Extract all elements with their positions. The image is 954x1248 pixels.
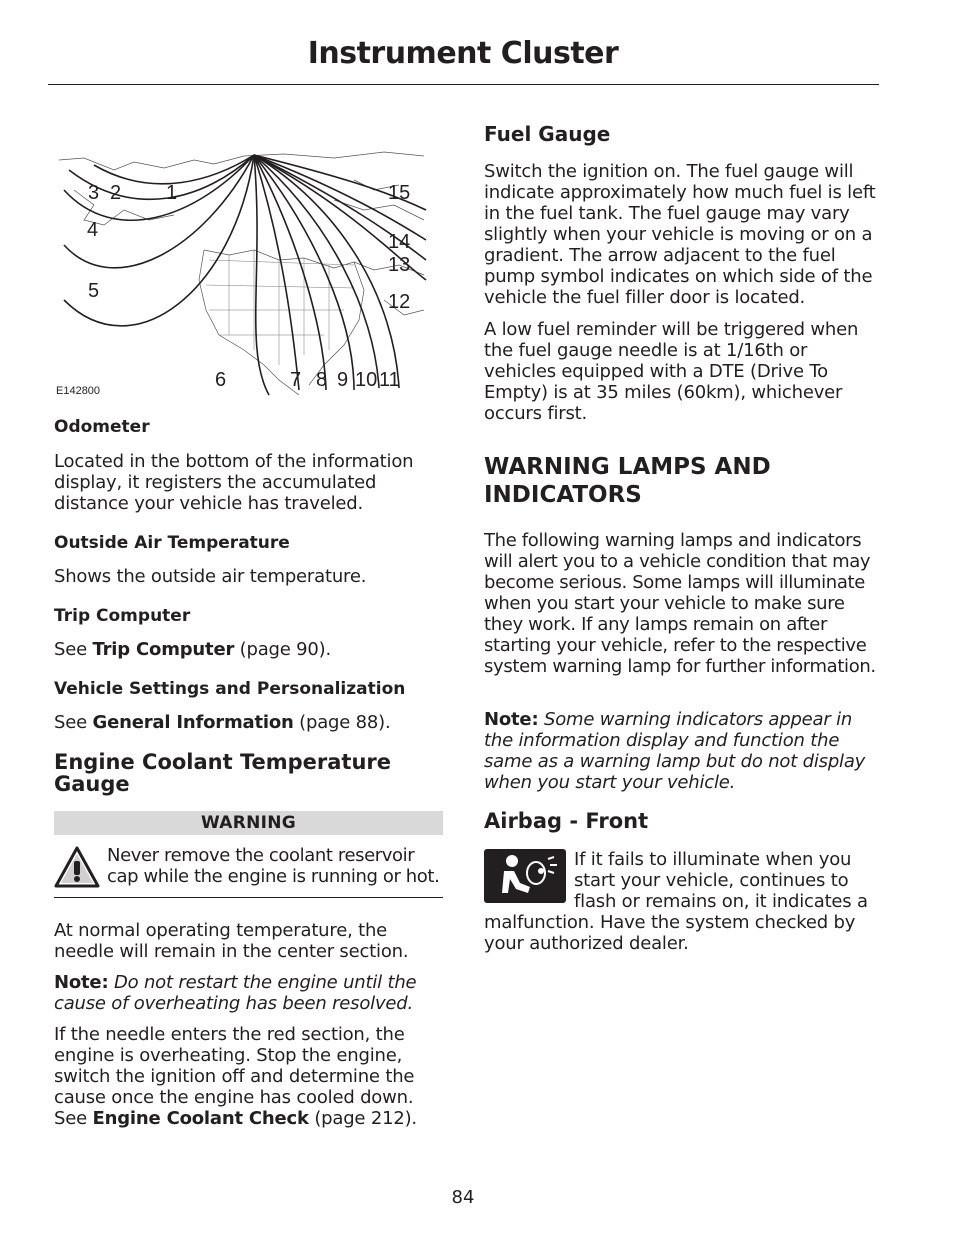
zone-label: 7 <box>290 369 302 391</box>
settings-heading: Vehicle Settings and Personalization <box>54 679 406 699</box>
zone-label: 9 <box>337 369 349 391</box>
warning-lamps-note <box>484 709 876 793</box>
zone-label: 14 <box>388 231 411 253</box>
trip-see: See <box>54 639 87 660</box>
coolant-overheat-text <box>54 1024 444 1129</box>
page-number: 84 <box>451 1187 475 1208</box>
warning-banner: WARNING <box>54 811 443 835</box>
fuel-text-2: A low fuel reminder will be triggered when the fuel gauge needle is at 1/16th or vehicles equipped with a DTE (Drive To Empty) is at 35 miles (60km), whichever occurs first. <box>484 319 859 424</box>
trip-text <box>54 639 444 660</box>
coolant-note <box>54 972 444 1014</box>
settings-page: (page 88). <box>299 712 391 733</box>
zone-label: 15 <box>388 182 411 204</box>
page-title: Instrument Cluster <box>307 36 619 71</box>
fuel-heading: Fuel Gauge <box>484 122 611 146</box>
zone-labels <box>87 182 410 391</box>
airbag-text: If it fails to illuminate when you start your vehicle, continues to flash or remains on, it indicates a malfunction. Have the system checked by your authorized dealer. <box>484 849 868 954</box>
zone-label: 3 <box>88 182 100 204</box>
warning-divider <box>54 897 443 898</box>
airbag-heading: Airbag - Front <box>484 809 649 833</box>
engine-coolant-check-link[interactable]: Engine Coolant Check <box>92 1108 309 1129</box>
zone-label: 6 <box>215 369 227 391</box>
oat-text: Shows the outside air temperature. <box>54 566 367 587</box>
coolant-normal-text: At normal operating temperature, the needle will remain in the center section. <box>54 920 409 962</box>
odometer-text: Located in the bottom of the information display, it registers the accumulated distance your vehicle has traveled. <box>54 451 414 514</box>
warning-lamps-text: The following warning lamps and indicators will alert you to a vehicle condition that may become serious. Some lamps will illuminate when you start your vehicle to make sure they work. If any lamps remain on after starting your vehicle, refer to the respective system warning lamp for further information. <box>484 530 876 677</box>
odometer-heading: Odometer <box>54 417 150 437</box>
coolant-warning-text: Never remove the coolant reservoir cap while the engine is running or hot. <box>107 845 440 887</box>
zone-label: 5 <box>88 280 100 302</box>
trip-page: (page 90). <box>239 639 332 660</box>
general-information-link[interactable]: General Information <box>92 712 294 733</box>
coolant-overheat-page: (page 212). <box>314 1108 417 1129</box>
zone-label: 2 <box>110 182 122 204</box>
settings-text <box>54 712 444 733</box>
zone-label: 4 <box>87 219 99 241</box>
zone-label: 10 <box>355 369 378 391</box>
fuel-text-1: Switch the ignition on. The fuel gauge will indicate approximately how much fuel is left in the fuel tank. The fuel gauge may vary slightly when your vehicle is moving or on a gradient. The arrow adjacent to the fuel pump symbol indicates on which side of the vehicle the fuel filler door is located. <box>484 161 876 308</box>
warning-lamps-note-label: Note: <box>484 709 539 730</box>
airbag-text-block <box>484 849 876 954</box>
zone-label: 8 <box>316 369 328 391</box>
coolant-overheat-body: If the needle enters the red section, the engine is overheating. Stop the engine, switch the ignition off and determine the cause once the engine has cooled down. See <box>54 1024 415 1129</box>
title-divider <box>48 84 879 85</box>
zone-label: 12 <box>388 291 411 313</box>
zone-label: 11 <box>379 369 400 391</box>
zone-map-figure <box>54 150 434 400</box>
trip-heading: Trip Computer <box>54 606 191 626</box>
settings-see: See <box>54 712 87 733</box>
warning-lamps-note-text: Some warning indicators appear in the information display and function the same as a warning lamp but do not display when you start your vehicle. <box>484 709 866 793</box>
coolant-heading: Engine Coolant Temperature Gauge <box>54 750 392 796</box>
zone-label: 1 <box>166 182 178 204</box>
figure-id: E142800 <box>56 385 101 397</box>
coolant-note-label: Note: <box>54 972 109 993</box>
oat-heading: Outside Air Temperature <box>54 533 290 553</box>
warning-lamps-heading: WARNING LAMPS AND INDICATORS <box>484 454 771 508</box>
trip-computer-link[interactable]: Trip Computer <box>92 639 235 660</box>
coolant-note-text: Do not restart the engine until the cause of overheating has been resolved. <box>54 972 417 1014</box>
zone-label: 13 <box>388 254 411 276</box>
warning-triangle-icon <box>54 845 100 889</box>
